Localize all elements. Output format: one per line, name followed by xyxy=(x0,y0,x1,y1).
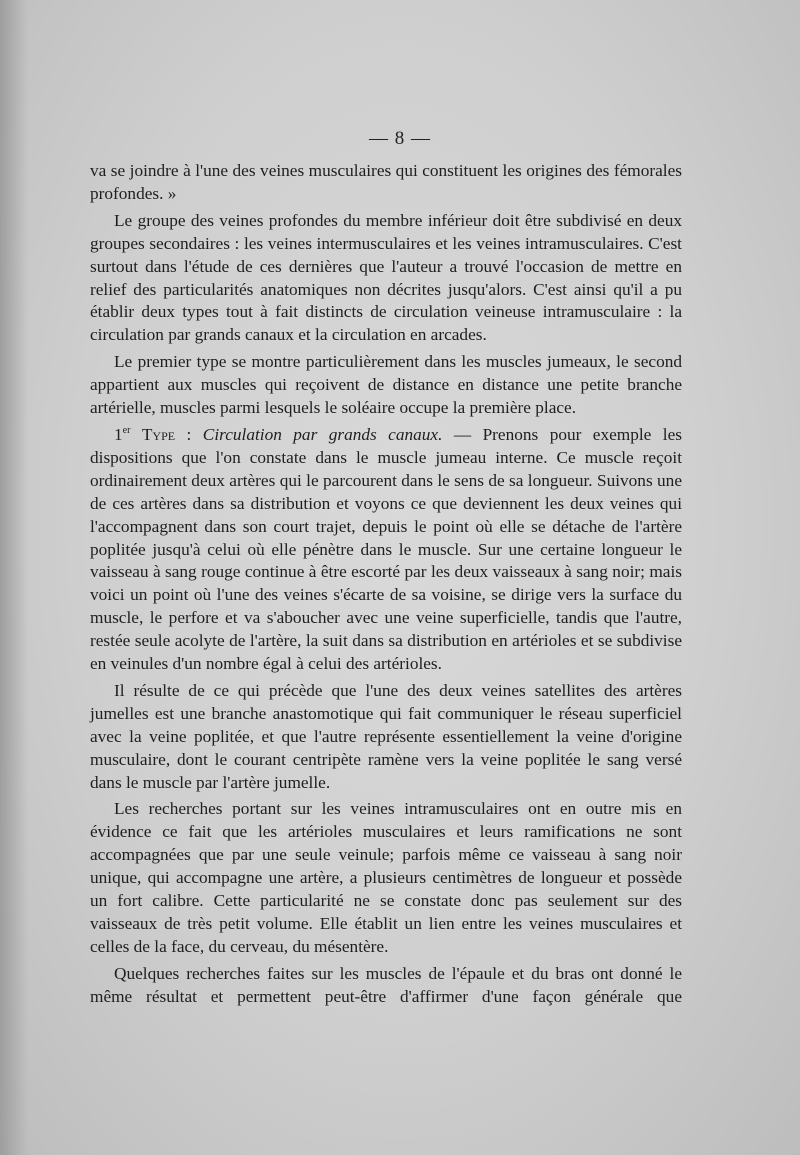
type-separator: : xyxy=(175,424,203,444)
type-title: Circulation par grands canaux. xyxy=(202,424,443,444)
type-number: 1 xyxy=(114,424,123,444)
paragraph-first-type: Le premier type se montre particulièrement dans les muscles jumeaux, le second appartient aux muscles qui reçoivent de distance en distance une petite branche artérielle, muscles parmi lesquels le soléaire occupe la première place. xyxy=(90,352,682,418)
paragraph-continuation: va se joindre à l'une des veines musculaires qui constituent les origines des fémorales profondes. » xyxy=(90,161,682,203)
paragraph-deep-veins: Le groupe des veines profondes du membre inférieur doit être subdivisé en deux groupes secondaires : les veines intermusculaires et les veines intramusculaires. C'est surtout dans l'étude de ces dernières que l'auteur a trouvé l'occasion de mettre en relief des particularités anatomiques non décrites jusqu'alors. C'est ainsi qu'il a pu établir deux types tout à fait distincts de circulation veineuse intramusculaire : la circulation par grands canaux et la circulation en arcades. xyxy=(90,210,682,345)
paragraph-research: Les recherches portant sur les veines intramusculaires ont en outre mis en évidence ce fait que les artérioles musculaires et leurs ramifications ne sont accompagnées que par une seule veinule; parfois même ce vaisseau à sang noir unique, qui accompagne une artère, a plusieurs centimètres de longueur et possède un fort calibre. Cette particularité ne se constate donc pas seulement sur des vaisseaux de très petit volume. Elle établit un lien entre les veines musculaires et celles de la face, du cerveau, du mésentère. xyxy=(90,799,682,956)
page-number: — 8 — xyxy=(369,128,431,149)
paragraph-type-1 xyxy=(90,424,682,676)
paragraph-satellite-veins: Il résulte de ce qui précède que l'une des deux veines satellites des artères jumelles est une branche anastomotique qui fait communiquer le réseau superficiel avec la veine poplitée, et que l'autre représente essentiellement la veine d'origine musculaire, dont le courant centripète ramène vers la veine poplitée le sang versé dans le muscle par l'artère jumelle. xyxy=(90,680,682,792)
body-text xyxy=(90,160,682,1013)
type-text: — Prenons pour exemple les dispositions que l'on constate dans le muscle jumeau interne. Ce muscle reçoit ordinairement deux artères qui le parcourent dans le sens de sa longueur. Suivons une de ces artères dans sa distribution et voyons ce que deviennent les deux veines qui l'accompagnent dans son court trajet, depuis le point où elle se détache de l'artère poplitée jusqu'à celui où elle pénètre dans le muscle. Sur une certaine longueur le vaisseau à sang rouge continue à être escorté par les deux vaisseaux à sang noir; mais voici un point où l'une des veines s'écarte de sa voisine, se dirige vers la surface du muscle, le perfore et va s'aboucher avec une veine superficielle, tandis que l'autre, restée seule acolyte de l'artère, la suit dans sa distribution en artérioles et se subdivise en veinules d'un nombre égal à celui des artérioles. xyxy=(90,424,682,674)
type-superscript: er xyxy=(122,425,131,437)
type-label: Type xyxy=(141,424,176,444)
paragraph-shoulder: Quelques recherches faites sur les muscles de l'épaule et du bras ont donné le même résultat et permettent peut-être d'affirmer d'une façon générale que xyxy=(90,963,682,1006)
